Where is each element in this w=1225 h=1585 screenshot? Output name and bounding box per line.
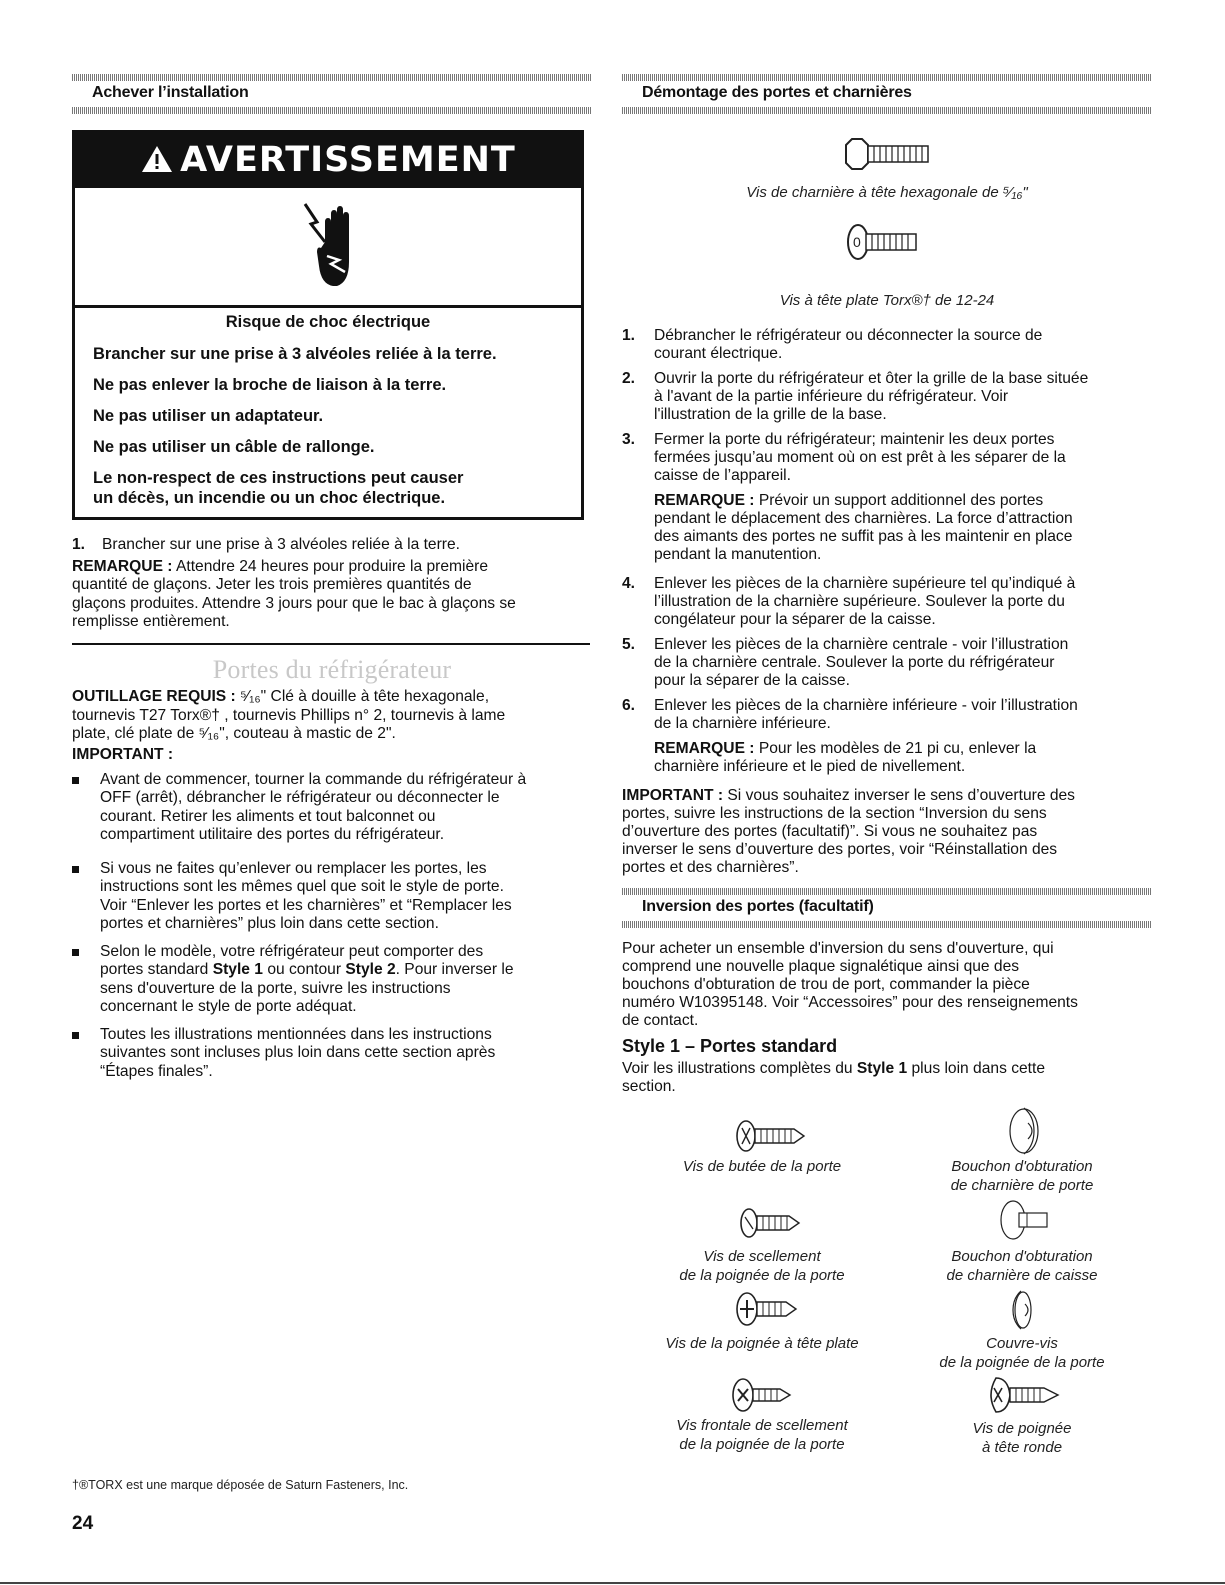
step-number: 1.: [622, 327, 636, 344]
step-line: caisse de l’appareil.: [654, 467, 791, 484]
svg-text:0: 0: [853, 234, 861, 250]
outillage-line: plate, clé plate de ⁵⁄₁₆", couteau à mastic de 2".: [72, 725, 396, 742]
part-caption: Bouchon d'obturation de charnière de porte: [950, 1158, 1094, 1194]
step-line: Débrancher le réfrigérateur ou déconnecter la source de: [654, 327, 1043, 344]
handle-screw-cover-icon: [1007, 1288, 1037, 1332]
bullet-line: instructions sont les mêmes quel que soit le style de porte.: [100, 878, 504, 895]
important-line: IMPORTANT : Si vous souhaitez inverser le sens d’ouverture des: [622, 787, 1075, 804]
torx-screw-icon: [844, 222, 924, 262]
bullet-line: compartiment utilitaire des portes du réfrigérateur.: [100, 826, 445, 843]
bullet-marker: [72, 1032, 79, 1039]
step-number: 2.: [622, 370, 636, 387]
warning-risk: Risque de choc électrique: [225, 313, 431, 331]
bullet-marker: [72, 866, 79, 873]
warning-title: AVERTISSEMENT: [75, 133, 581, 188]
step-line: pour la séparer de la caisse.: [654, 672, 850, 689]
part-caption: Vis de scellement de la poignée de la porte: [679, 1248, 845, 1284]
bullet-line: Selon le modèle, votre réfrigérateur peut comporter des: [100, 943, 484, 960]
bullet-marker: [72, 777, 79, 784]
bottom-edge-rule: [0, 1582, 1225, 1584]
divider: [72, 643, 590, 645]
bullet-line: Voir “Enlever les portes et les charnières” et “Remplacer les: [100, 897, 512, 914]
footnote: †®TORX est une marque déposée de Saturn Fasteners, Inc.: [72, 1478, 409, 1492]
step-number: 4.: [622, 575, 636, 592]
step-line: courant électrique.: [654, 345, 783, 362]
handle-seal-screw-icon: [737, 1206, 807, 1240]
warning-line: Ne pas utiliser un adaptateur.: [93, 407, 324, 425]
page-number: 24: [72, 1513, 94, 1534]
style-heading: Style 1 – Portes standard: [622, 1036, 838, 1056]
section-header-demontage: [622, 74, 1152, 114]
step-number: 6.: [622, 697, 636, 714]
section-title: Inversion des portes (facultatif): [642, 898, 874, 915]
warning-final-2: un décès, un incendie ou un choc électrique.: [93, 489, 446, 507]
cabinet-hinge-plug-icon: [997, 1198, 1057, 1242]
important-label: IMPORTANT :: [72, 746, 174, 763]
portes-heading: Portes du réfrigérateur: [212, 655, 452, 684]
inversion-line: Pour acheter un ensemble d'inversion du sens d'ouverture, qui: [622, 940, 1054, 957]
outillage-line: OUTILLAGE REQUIS : ⁵⁄₁₆" Clé à douille à tête hexagonale,: [72, 688, 490, 705]
section-header-achever: [72, 74, 592, 114]
part-caption: Vis de la poignée à tête plate: [665, 1335, 859, 1352]
step-line: de la charnière centrale. Soulever la porte du réfrigérateur: [654, 654, 1055, 671]
inversion-line: comprend une nouvelle plaque signalétique ainsi que des: [622, 958, 1020, 975]
step-number: 3.: [622, 431, 636, 448]
voir-line: Voir les illustrations complètes du Style 1 plus loin dans cette: [622, 1060, 1046, 1077]
part-caption: Bouchon d'obturation de charnière de caisse: [946, 1248, 1098, 1284]
voir-line: section.: [622, 1078, 676, 1095]
electric-shock-hand-icon: [303, 202, 363, 292]
hex-screw-icon: [842, 137, 932, 171]
important-line: d’ouverture des portes (facultatif)”. Si vous ne souhaitez pas: [622, 823, 1038, 840]
bullet-marker: [72, 949, 79, 956]
warning-line: Ne pas utiliser un câble de rallonge.: [93, 438, 375, 456]
step-line: Enlever les pièces de la charnière centrale - voir l’illustration: [654, 636, 1069, 653]
bullet-line: suivantes sont incluses plus loin dans cette section après: [100, 1044, 496, 1061]
part-caption: Vis frontale de scellement de la poignée de la porte: [676, 1417, 848, 1453]
bullet-line: Si vous ne faites qu’enlever ou remplacer les portes, les: [100, 860, 487, 877]
step-line: congélateur pour la séparer de la caisse.: [654, 611, 936, 628]
step-line: l’illustration de la charnière supérieure. Soulever la porte du: [654, 593, 1065, 610]
bullet-line: Avant de commencer, tourner la commande du réfrigérateur à: [100, 771, 527, 788]
step-text: Brancher sur une prise à 3 alvéoles reliée à la terre.: [102, 536, 460, 553]
step-line: fermées jusqu’au moment où on est prêt à les séparer de la: [654, 449, 1066, 466]
step-line: à l'avant de la partie inférieure du réfrigérateur. Voir: [654, 388, 1009, 405]
warning-line: Brancher sur une prise à 3 alvéoles reliée à la terre.: [93, 345, 497, 363]
inversion-line: numéro W10395148. Voir “Accessoires” pour des renseignements: [622, 994, 1078, 1011]
bullet-line: Toutes les illustrations mentionnées dans les instructions: [100, 1026, 492, 1043]
section-title: Achever l’installation: [92, 84, 249, 101]
warning-line: Ne pas enlever la broche de liaison à la terre.: [93, 376, 447, 394]
section-header-inversion: [622, 888, 1152, 928]
flat-head-handle-screw-icon: [734, 1290, 804, 1328]
part-caption: Vis de butée de la porte: [682, 1158, 842, 1175]
section-title: Démontage des portes et charnières: [642, 84, 912, 101]
bullet-line: courant. Retirer les aliments et tout balconnet ou: [100, 808, 436, 825]
step-line: Fermer la porte du réfrigérateur; maintenir les deux portes: [654, 431, 1055, 448]
step-number: 1.: [72, 536, 86, 553]
important-line: inverser le sens d’ouverture des portes, voir “Réinstallation des: [622, 841, 1058, 858]
part-caption: Vis de poignée à tête ronde: [972, 1420, 1072, 1456]
step-line: l'illustration de la grille de la base.: [654, 406, 887, 423]
bullet-line: OFF (arrêt), débrancher le réfrigérateur ou déconnecter le: [100, 789, 500, 806]
remarque-line: REMARQUE : Prévoir un support additionnel des portes: [654, 492, 1044, 509]
bullet-line: sens d'ouverture de la porte, suivre les instructions: [100, 980, 451, 997]
bullet-line: “Étapes finales”.: [100, 1063, 213, 1080]
outillage-line: tournevis T27 Torx®† , tournevis Phillips n° 2, tournevis à lame: [72, 707, 506, 724]
remarque-line: glaçons produites. Attendre 3 jours pour que le bac à glaçons se: [72, 595, 516, 612]
remarque-line: REMARQUE : Pour les modèles de 21 pi cu, enlever la: [654, 740, 1037, 757]
remarque-line: charnière inférieure et le pied de nivellement.: [654, 758, 966, 775]
part-caption: Couvre-vis de la poignée de la porte: [939, 1335, 1105, 1371]
remarque-line: des aimants des portes ne suffit pas à les maintenir en place: [654, 528, 1073, 545]
step-line: Enlever les pièces de la charnière supérieure tel qu’indiqué à: [654, 575, 1076, 592]
step-number: 5.: [622, 636, 636, 653]
inversion-line: de contact.: [622, 1012, 699, 1029]
important-line: portes et des charnières”.: [622, 859, 799, 876]
warning-triangle-icon: [140, 133, 174, 188]
important-line: portes, suivre les instructions de la section “Inversion du sens: [622, 805, 1047, 822]
inversion-line: bouchons d'obturation de trou de port, commander la pièce: [622, 976, 1030, 993]
remarque-line: pendant le déplacement des charnières. La force d’attraction: [654, 510, 1073, 527]
caption-torx-screw: Vis à tête plate Torx®† de 12-24: [779, 292, 995, 309]
remarque-line: pendant la manutention.: [654, 546, 822, 563]
bullet-line: concernant le style de porte adéquat.: [100, 998, 357, 1015]
remarque-line: remplisse entièrement.: [72, 613, 230, 630]
bullet-line: portes et charnières” plus loin dans cette section.: [100, 915, 439, 932]
step-line: de la charnière inférieure.: [654, 715, 831, 732]
front-seal-screw-icon: [730, 1376, 800, 1414]
warning-box: [72, 130, 584, 520]
door-stop-screw-icon: [732, 1118, 812, 1154]
door-hinge-plug-icon: [1004, 1106, 1044, 1156]
step-line: Ouvrir la porte du réfrigérateur et ôter la grille de la base située: [654, 370, 1089, 387]
remarque-line: quantité de glaçons. Jeter les trois premières quantités de: [72, 576, 472, 593]
shock-hand-area: [75, 188, 581, 308]
warning-final-1: Le non-respect de ces instructions peut causer: [93, 469, 464, 487]
round-head-handle-screw-icon: [984, 1374, 1064, 1416]
bullet-line: portes standard Style 1 ou contour Style 2. Pour inverser le: [100, 961, 514, 978]
caption-hex-screw: Vis de charnière à tête hexagonale de ⁵⁄₁₆": [746, 184, 1028, 201]
step-line: Enlever les pièces de la charnière inférieure - voir l’illustration: [654, 697, 1078, 714]
remarque-line: REMARQUE : Attendre 24 heures pour produire la première: [72, 558, 489, 575]
